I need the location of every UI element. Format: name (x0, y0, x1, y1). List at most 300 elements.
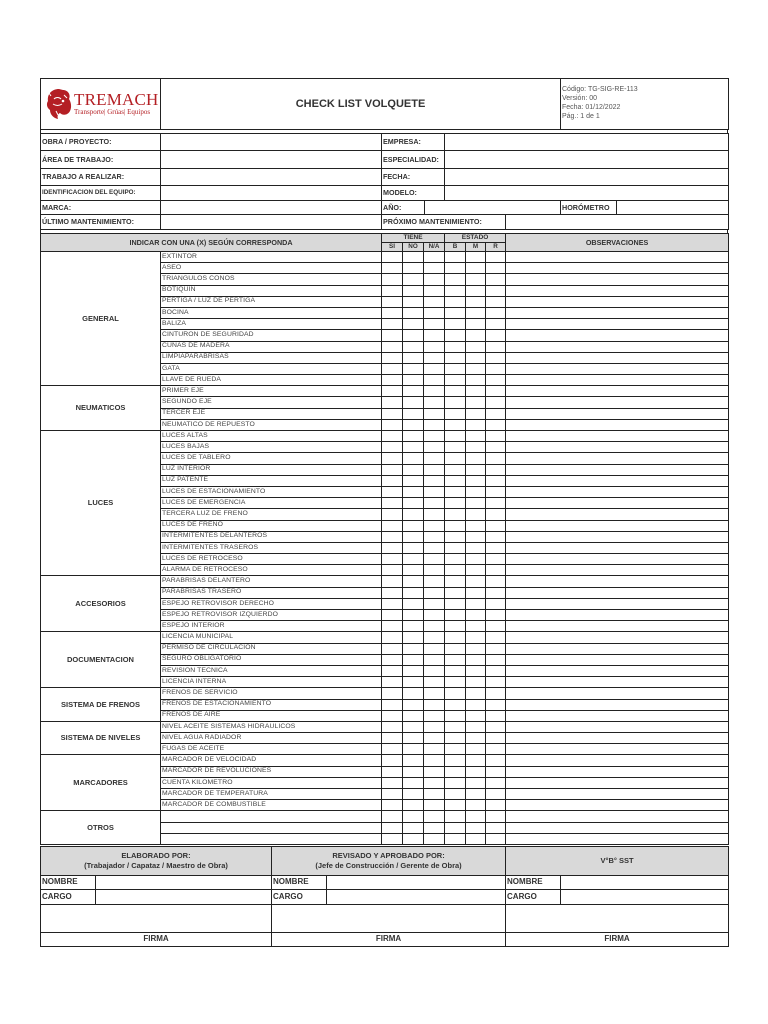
check-cell-na[interactable] (424, 263, 445, 274)
check-cell-r[interactable] (486, 789, 506, 800)
check-cell-b[interactable] (445, 598, 466, 609)
check-cell-r[interactable] (486, 721, 506, 732)
check-cell-r[interactable] (486, 610, 506, 621)
observaciones-cell[interactable] (506, 766, 729, 777)
check-cell-r[interactable] (486, 464, 506, 475)
check-cell-no[interactable] (403, 721, 424, 732)
check-cell-b[interactable] (445, 587, 466, 598)
observaciones-cell[interactable] (506, 822, 729, 833)
check-cell-b[interactable] (445, 632, 466, 643)
check-cell-m[interactable] (466, 263, 486, 274)
check-cell-si[interactable] (382, 654, 403, 665)
check-cell-b[interactable] (445, 643, 466, 654)
check-cell-na[interactable] (424, 252, 445, 263)
check-cell-m[interactable] (466, 610, 486, 621)
observaciones-cell[interactable] (506, 811, 729, 822)
check-cell-m[interactable] (466, 721, 486, 732)
check-cell-na[interactable] (424, 419, 445, 430)
check-cell-b[interactable] (445, 665, 466, 676)
observaciones-cell[interactable] (506, 498, 729, 509)
check-cell-si[interactable] (382, 352, 403, 363)
observaciones-cell[interactable] (506, 397, 729, 408)
check-cell-si[interactable] (382, 632, 403, 643)
check-cell-si[interactable] (382, 710, 403, 721)
check-cell-m[interactable] (466, 352, 486, 363)
observaciones-cell[interactable] (506, 442, 729, 453)
observaciones-cell[interactable] (506, 688, 729, 699)
check-cell-na[interactable] (424, 352, 445, 363)
checklist-item-label[interactable] (161, 833, 382, 844)
check-cell-m[interactable] (466, 755, 486, 766)
check-cell-no[interactable] (403, 509, 424, 520)
check-cell-na[interactable] (424, 587, 445, 598)
check-cell-r[interactable] (486, 565, 506, 576)
check-cell-na[interactable] (424, 531, 445, 542)
check-cell-b[interactable] (445, 744, 466, 755)
especialidad-field[interactable] (445, 151, 729, 169)
check-cell-m[interactable] (466, 442, 486, 453)
check-cell-si[interactable] (382, 643, 403, 654)
check-cell-r[interactable] (486, 263, 506, 274)
check-cell-na[interactable] (424, 486, 445, 497)
check-cell-r[interactable] (486, 486, 506, 497)
observaciones-cell[interactable] (506, 464, 729, 475)
check-cell-b[interactable] (445, 654, 466, 665)
revisado-signature-area[interactable] (272, 904, 506, 932)
check-cell-b[interactable] (445, 565, 466, 576)
marca-field[interactable] (161, 201, 382, 215)
check-cell-si[interactable] (382, 677, 403, 688)
check-cell-na[interactable] (424, 442, 445, 453)
observaciones-cell[interactable] (506, 587, 729, 598)
check-cell-no[interactable] (403, 498, 424, 509)
check-cell-si[interactable] (382, 565, 403, 576)
check-cell-m[interactable] (466, 375, 486, 386)
check-cell-m[interactable] (466, 833, 486, 844)
check-cell-si[interactable] (382, 822, 403, 833)
check-cell-na[interactable] (424, 475, 445, 486)
area-field[interactable] (161, 151, 382, 169)
check-cell-no[interactable] (403, 542, 424, 553)
check-cell-no[interactable] (403, 699, 424, 710)
check-cell-b[interactable] (445, 285, 466, 296)
check-cell-b[interactable] (445, 777, 466, 788)
check-cell-na[interactable] (424, 464, 445, 475)
check-cell-na[interactable] (424, 576, 445, 587)
observaciones-cell[interactable] (506, 263, 729, 274)
check-cell-b[interactable] (445, 542, 466, 553)
check-cell-r[interactable] (486, 654, 506, 665)
check-cell-m[interactable] (466, 688, 486, 699)
check-cell-na[interactable] (424, 296, 445, 307)
check-cell-r[interactable] (486, 252, 506, 263)
identificacion-field[interactable] (161, 186, 382, 201)
check-cell-no[interactable] (403, 319, 424, 330)
check-cell-b[interactable] (445, 766, 466, 777)
check-cell-si[interactable] (382, 520, 403, 531)
check-cell-b[interactable] (445, 509, 466, 520)
check-cell-b[interactable] (445, 688, 466, 699)
check-cell-r[interactable] (486, 542, 506, 553)
check-cell-b[interactable] (445, 833, 466, 844)
check-cell-no[interactable] (403, 654, 424, 665)
check-cell-no[interactable] (403, 296, 424, 307)
check-cell-b[interactable] (445, 453, 466, 464)
check-cell-na[interactable] (424, 811, 445, 822)
check-cell-b[interactable] (445, 263, 466, 274)
check-cell-r[interactable] (486, 475, 506, 486)
check-cell-na[interactable] (424, 699, 445, 710)
check-cell-si[interactable] (382, 431, 403, 442)
vb-cargo-field[interactable] (561, 889, 729, 904)
check-cell-si[interactable] (382, 386, 403, 397)
check-cell-b[interactable] (445, 486, 466, 497)
check-cell-m[interactable] (466, 733, 486, 744)
check-cell-b[interactable] (445, 610, 466, 621)
check-cell-r[interactable] (486, 307, 506, 318)
check-cell-b[interactable] (445, 789, 466, 800)
check-cell-si[interactable] (382, 363, 403, 374)
check-cell-r[interactable] (486, 442, 506, 453)
revisado-nombre-field[interactable] (327, 875, 506, 889)
observaciones-cell[interactable] (506, 833, 729, 844)
check-cell-no[interactable] (403, 375, 424, 386)
observaciones-cell[interactable] (506, 307, 729, 318)
check-cell-m[interactable] (466, 542, 486, 553)
check-cell-no[interactable] (403, 733, 424, 744)
check-cell-na[interactable] (424, 554, 445, 565)
observaciones-cell[interactable] (506, 654, 729, 665)
check-cell-no[interactable] (403, 397, 424, 408)
check-cell-r[interactable] (486, 587, 506, 598)
check-cell-no[interactable] (403, 643, 424, 654)
check-cell-r[interactable] (486, 520, 506, 531)
observaciones-cell[interactable] (506, 520, 729, 531)
check-cell-m[interactable] (466, 665, 486, 676)
check-cell-no[interactable] (403, 587, 424, 598)
check-cell-no[interactable] (403, 766, 424, 777)
check-cell-r[interactable] (486, 352, 506, 363)
check-cell-no[interactable] (403, 464, 424, 475)
check-cell-b[interactable] (445, 520, 466, 531)
check-cell-b[interactable] (445, 319, 466, 330)
observaciones-cell[interactable] (506, 419, 729, 430)
check-cell-si[interactable] (382, 688, 403, 699)
check-cell-m[interactable] (466, 341, 486, 352)
observaciones-cell[interactable] (506, 800, 729, 811)
check-cell-si[interactable] (382, 330, 403, 341)
check-cell-b[interactable] (445, 677, 466, 688)
check-cell-r[interactable] (486, 833, 506, 844)
vb-signature-area[interactable] (506, 904, 729, 932)
check-cell-si[interactable] (382, 296, 403, 307)
check-cell-na[interactable] (424, 665, 445, 676)
check-cell-si[interactable] (382, 486, 403, 497)
check-cell-b[interactable] (445, 710, 466, 721)
proximo-mantenimiento-field[interactable] (506, 215, 729, 230)
check-cell-na[interactable] (424, 755, 445, 766)
check-cell-si[interactable] (382, 665, 403, 676)
check-cell-b[interactable] (445, 576, 466, 587)
check-cell-r[interactable] (486, 699, 506, 710)
check-cell-na[interactable] (424, 688, 445, 699)
check-cell-b[interactable] (445, 721, 466, 732)
observaciones-cell[interactable] (506, 576, 729, 587)
observaciones-cell[interactable] (506, 341, 729, 352)
observaciones-cell[interactable] (506, 285, 729, 296)
check-cell-b[interactable] (445, 531, 466, 542)
observaciones-cell[interactable] (506, 453, 729, 464)
observaciones-cell[interactable] (506, 531, 729, 542)
check-cell-m[interactable] (466, 576, 486, 587)
check-cell-si[interactable] (382, 307, 403, 318)
check-cell-no[interactable] (403, 789, 424, 800)
observaciones-cell[interactable] (506, 744, 729, 755)
check-cell-no[interactable] (403, 263, 424, 274)
check-cell-m[interactable] (466, 565, 486, 576)
check-cell-na[interactable] (424, 363, 445, 374)
observaciones-cell[interactable] (506, 330, 729, 341)
observaciones-cell[interactable] (506, 486, 729, 497)
check-cell-na[interactable] (424, 721, 445, 732)
check-cell-r[interactable] (486, 643, 506, 654)
observaciones-cell[interactable] (506, 509, 729, 520)
check-cell-no[interactable] (403, 307, 424, 318)
check-cell-r[interactable] (486, 274, 506, 285)
check-cell-m[interactable] (466, 296, 486, 307)
check-cell-b[interactable] (445, 386, 466, 397)
check-cell-b[interactable] (445, 252, 466, 263)
check-cell-no[interactable] (403, 386, 424, 397)
check-cell-na[interactable] (424, 498, 445, 509)
check-cell-si[interactable] (382, 610, 403, 621)
check-cell-b[interactable] (445, 498, 466, 509)
check-cell-b[interactable] (445, 621, 466, 632)
check-cell-r[interactable] (486, 632, 506, 643)
check-cell-no[interactable] (403, 688, 424, 699)
check-cell-si[interactable] (382, 442, 403, 453)
check-cell-no[interactable] (403, 822, 424, 833)
check-cell-na[interactable] (424, 509, 445, 520)
check-cell-r[interactable] (486, 285, 506, 296)
observaciones-cell[interactable] (506, 598, 729, 609)
check-cell-m[interactable] (466, 274, 486, 285)
check-cell-m[interactable] (466, 598, 486, 609)
check-cell-si[interactable] (382, 554, 403, 565)
observaciones-cell[interactable] (506, 252, 729, 263)
observaciones-cell[interactable] (506, 777, 729, 788)
check-cell-r[interactable] (486, 665, 506, 676)
check-cell-si[interactable] (382, 475, 403, 486)
check-cell-na[interactable] (424, 789, 445, 800)
check-cell-si[interactable] (382, 464, 403, 475)
check-cell-no[interactable] (403, 330, 424, 341)
check-cell-si[interactable] (382, 408, 403, 419)
check-cell-r[interactable] (486, 509, 506, 520)
check-cell-no[interactable] (403, 811, 424, 822)
check-cell-na[interactable] (424, 341, 445, 352)
check-cell-r[interactable] (486, 688, 506, 699)
check-cell-b[interactable] (445, 822, 466, 833)
observaciones-cell[interactable] (506, 542, 729, 553)
check-cell-na[interactable] (424, 274, 445, 285)
check-cell-m[interactable] (466, 498, 486, 509)
observaciones-cell[interactable] (506, 733, 729, 744)
empresa-field[interactable] (445, 134, 729, 151)
check-cell-b[interactable] (445, 699, 466, 710)
check-cell-na[interactable] (424, 598, 445, 609)
check-cell-na[interactable] (424, 654, 445, 665)
check-cell-b[interactable] (445, 397, 466, 408)
check-cell-m[interactable] (466, 307, 486, 318)
check-cell-no[interactable] (403, 531, 424, 542)
check-cell-m[interactable] (466, 531, 486, 542)
check-cell-r[interactable] (486, 341, 506, 352)
observaciones-cell[interactable] (506, 274, 729, 285)
check-cell-m[interactable] (466, 363, 486, 374)
check-cell-m[interactable] (466, 699, 486, 710)
check-cell-no[interactable] (403, 363, 424, 374)
check-cell-m[interactable] (466, 464, 486, 475)
check-cell-b[interactable] (445, 554, 466, 565)
check-cell-b[interactable] (445, 464, 466, 475)
check-cell-si[interactable] (382, 833, 403, 844)
check-cell-r[interactable] (486, 498, 506, 509)
observaciones-cell[interactable] (506, 475, 729, 486)
check-cell-na[interactable] (424, 621, 445, 632)
check-cell-m[interactable] (466, 789, 486, 800)
observaciones-cell[interactable] (506, 431, 729, 442)
check-cell-r[interactable] (486, 766, 506, 777)
observaciones-cell[interactable] (506, 565, 729, 576)
check-cell-no[interactable] (403, 665, 424, 676)
check-cell-na[interactable] (424, 677, 445, 688)
check-cell-si[interactable] (382, 274, 403, 285)
anio-field[interactable] (425, 201, 561, 215)
check-cell-m[interactable] (466, 677, 486, 688)
check-cell-r[interactable] (486, 822, 506, 833)
check-cell-r[interactable] (486, 710, 506, 721)
check-cell-no[interactable] (403, 755, 424, 766)
observaciones-cell[interactable] (506, 710, 729, 721)
check-cell-si[interactable] (382, 285, 403, 296)
check-cell-m[interactable] (466, 509, 486, 520)
check-cell-si[interactable] (382, 598, 403, 609)
obra-field[interactable] (161, 134, 382, 151)
check-cell-m[interactable] (466, 386, 486, 397)
check-cell-m[interactable] (466, 800, 486, 811)
check-cell-si[interactable] (382, 721, 403, 732)
check-cell-no[interactable] (403, 442, 424, 453)
check-cell-si[interactable] (382, 587, 403, 598)
observaciones-cell[interactable] (506, 632, 729, 643)
check-cell-m[interactable] (466, 811, 486, 822)
check-cell-na[interactable] (424, 710, 445, 721)
check-cell-na[interactable] (424, 766, 445, 777)
check-cell-no[interactable] (403, 554, 424, 565)
check-cell-na[interactable] (424, 632, 445, 643)
elaborado-cargo-field[interactable] (96, 889, 272, 904)
observaciones-cell[interactable] (506, 352, 729, 363)
check-cell-si[interactable] (382, 397, 403, 408)
check-cell-r[interactable] (486, 319, 506, 330)
check-cell-si[interactable] (382, 766, 403, 777)
observaciones-cell[interactable] (506, 677, 729, 688)
check-cell-no[interactable] (403, 800, 424, 811)
check-cell-si[interactable] (382, 699, 403, 710)
check-cell-na[interactable] (424, 542, 445, 553)
check-cell-si[interactable] (382, 341, 403, 352)
observaciones-cell[interactable] (506, 621, 729, 632)
check-cell-r[interactable] (486, 419, 506, 430)
check-cell-b[interactable] (445, 274, 466, 285)
check-cell-no[interactable] (403, 598, 424, 609)
check-cell-no[interactable] (403, 610, 424, 621)
check-cell-b[interactable] (445, 296, 466, 307)
check-cell-m[interactable] (466, 554, 486, 565)
check-cell-m[interactable] (466, 710, 486, 721)
check-cell-b[interactable] (445, 419, 466, 430)
observaciones-cell[interactable] (506, 643, 729, 654)
check-cell-na[interactable] (424, 565, 445, 576)
check-cell-r[interactable] (486, 397, 506, 408)
check-cell-si[interactable] (382, 744, 403, 755)
check-cell-m[interactable] (466, 330, 486, 341)
check-cell-r[interactable] (486, 330, 506, 341)
check-cell-m[interactable] (466, 744, 486, 755)
check-cell-no[interactable] (403, 352, 424, 363)
check-cell-na[interactable] (424, 307, 445, 318)
check-cell-na[interactable] (424, 453, 445, 464)
trabajo-field[interactable] (161, 169, 382, 186)
check-cell-no[interactable] (403, 621, 424, 632)
check-cell-na[interactable] (424, 330, 445, 341)
check-cell-na[interactable] (424, 643, 445, 654)
check-cell-no[interactable] (403, 431, 424, 442)
check-cell-na[interactable] (424, 397, 445, 408)
observaciones-cell[interactable] (506, 386, 729, 397)
check-cell-r[interactable] (486, 431, 506, 442)
check-cell-b[interactable] (445, 307, 466, 318)
check-cell-no[interactable] (403, 710, 424, 721)
check-cell-no[interactable] (403, 252, 424, 263)
check-cell-na[interactable] (424, 431, 445, 442)
check-cell-m[interactable] (466, 520, 486, 531)
check-cell-m[interactable] (466, 621, 486, 632)
check-cell-r[interactable] (486, 531, 506, 542)
check-cell-m[interactable] (466, 654, 486, 665)
check-cell-na[interactable] (424, 822, 445, 833)
elaborado-signature-area[interactable] (41, 904, 272, 932)
check-cell-no[interactable] (403, 285, 424, 296)
check-cell-r[interactable] (486, 453, 506, 464)
check-cell-no[interactable] (403, 677, 424, 688)
check-cell-r[interactable] (486, 408, 506, 419)
check-cell-na[interactable] (424, 744, 445, 755)
check-cell-na[interactable] (424, 319, 445, 330)
observaciones-cell[interactable] (506, 755, 729, 766)
check-cell-no[interactable] (403, 341, 424, 352)
observaciones-cell[interactable] (506, 610, 729, 621)
check-cell-si[interactable] (382, 542, 403, 553)
checklist-item-label[interactable] (161, 822, 382, 833)
check-cell-r[interactable] (486, 386, 506, 397)
check-cell-m[interactable] (466, 453, 486, 464)
check-cell-no[interactable] (403, 576, 424, 587)
check-cell-m[interactable] (466, 319, 486, 330)
check-cell-no[interactable] (403, 520, 424, 531)
elaborado-nombre-field[interactable] (96, 875, 272, 889)
